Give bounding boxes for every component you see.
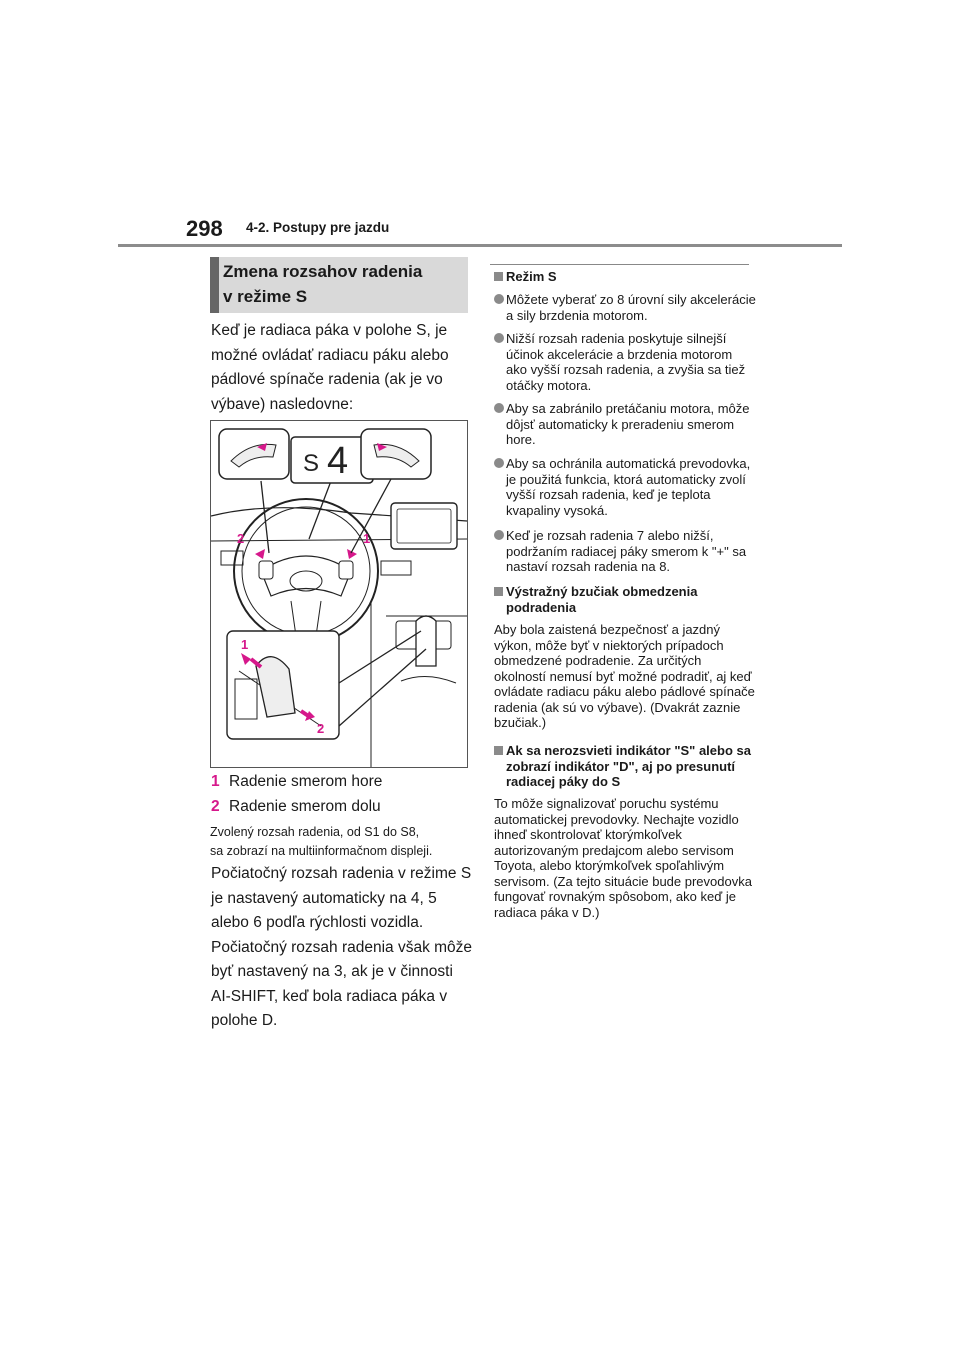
heading-bar [210,257,219,313]
square-bullet-icon [494,272,503,281]
intro-paragraph: Keď je radiaca páka v polohe S, je možné ovládať radiacu páku alebo pádlové spínače radenia (ak je vo výbave) nasledovne: [211,322,449,413]
section-title: 4-2. Postupy pre jazdu [246,220,390,235]
indicator-title: Ak sa nerozsvieti indikátor "S" alebo sa zobrazí indikátor "D", aj po presunutí radiacej páky do S [494,743,756,790]
display-note [210,823,472,860]
bullet-item: Nižší rozsah radenia poskytuje silnejší účinok akcelerácie a brzdenia motorom ako vyšší rozsah radenia, a zvyšia sa tiež otáčky motora. [494,331,756,393]
heading-line-2: v režime S [223,287,308,306]
legend-num: 2 [211,798,220,815]
figure-callout-2-lever: 2 [317,721,325,736]
square-bullet-icon [494,746,503,755]
legend-num: 1 [211,773,220,790]
header-rule [118,244,842,247]
dot-bullet-icon [494,530,504,540]
figure-callout-1-lever: 1 [241,637,249,652]
mode-s-title: Režim S [494,269,756,285]
display-gear: 4 [327,440,349,482]
buzzer-text: Aby bola zaistená bezpečnosť a jazdný výkon, môže byť v niektorých prípadoch obmedzené podradenie. Za určitých okolností nemusí byť možné podradiť, aj keď ovládate radiacu páku alebo pádlové spínače radenia (ak sú vo výbave). (Dvakrát zaznie bzučiak.) [494,622,755,730]
bullet-item: Môžete vyberať zo 8 úrovní sily akcelerácie a sily brzdenia motorom. [494,292,756,323]
note-line-2: sa zobrazí na multiinformačnom displeji. [210,843,433,858]
dot-bullet-icon [494,333,504,343]
legend-item-1 [211,772,382,792]
bullet-item: Aby sa ochránila automatická prevodovka, je použitá funkcia, ktorá automaticky zvolí vyšší rozsah radenia, keď je teplota kvapaliny vysoká. [494,456,756,518]
center-screen [391,503,457,549]
heading-line-1: Zmena rozsahov radenia [223,262,423,281]
illustration-svg [211,421,467,767]
legend-text: Radenie smerom hore [229,773,383,790]
dot-bullet-icon [494,403,504,413]
square-bullet-icon [494,587,503,596]
bullet-item: Aby sa zabránilo pretáčaniu motora, môže dôjsť automaticky k preradeniu smerom hore. [494,401,756,448]
page-number: 298 [186,216,223,241]
indicator-text: To môže signalizovať poruchu systému automatickej prevodovky. Nechajte vozidlo ihneď skontrolovať ktorýmkoľvek autorizovaným predajcom alebo servisom Toyota, alebo ktorýmkoľvek spoľahlivým servisom. (Za tejto situácie bude prevodovka fungovať rovnakým spôsobom, ako keď je radiaca páka v D.) [494,796,752,920]
display-s: S [303,450,320,477]
buzzer-title: Výstražný bzučiak obmedzenia podradenia [494,584,756,615]
legend-item-2 [211,797,381,817]
bullet-item: Keď je rozsah radenia 7 alebo nižší, podržaním radiacej páky smerom k "+" sa nastaví rozsah radenia na 8. [494,528,756,575]
figure-callout-1-wheel: 1 [363,531,371,546]
legend-text: Radenie smerom dolu [229,798,381,815]
dot-bullet-icon [494,458,504,468]
figure-callout-2-wheel: 2 [237,531,245,546]
dot-bullet-icon [494,294,504,304]
section-heading [223,259,422,309]
note-line-1: Zvolený rozsah radenia, od S1 do S8, [210,825,420,839]
shift-illustration [210,420,468,768]
right-rule [490,264,749,265]
initial-range-paragraph: Počiatočný rozsah radenia v režime S je nastavený automaticky na 4, 5 alebo 6 podľa rýchlosti vozidla. Počiatočný rozsah radenia však môže byť nastavený na 3, ak je v činnosti AI-SHIFT, keď bola radiaca páka v polohe D. [211,865,473,1029]
